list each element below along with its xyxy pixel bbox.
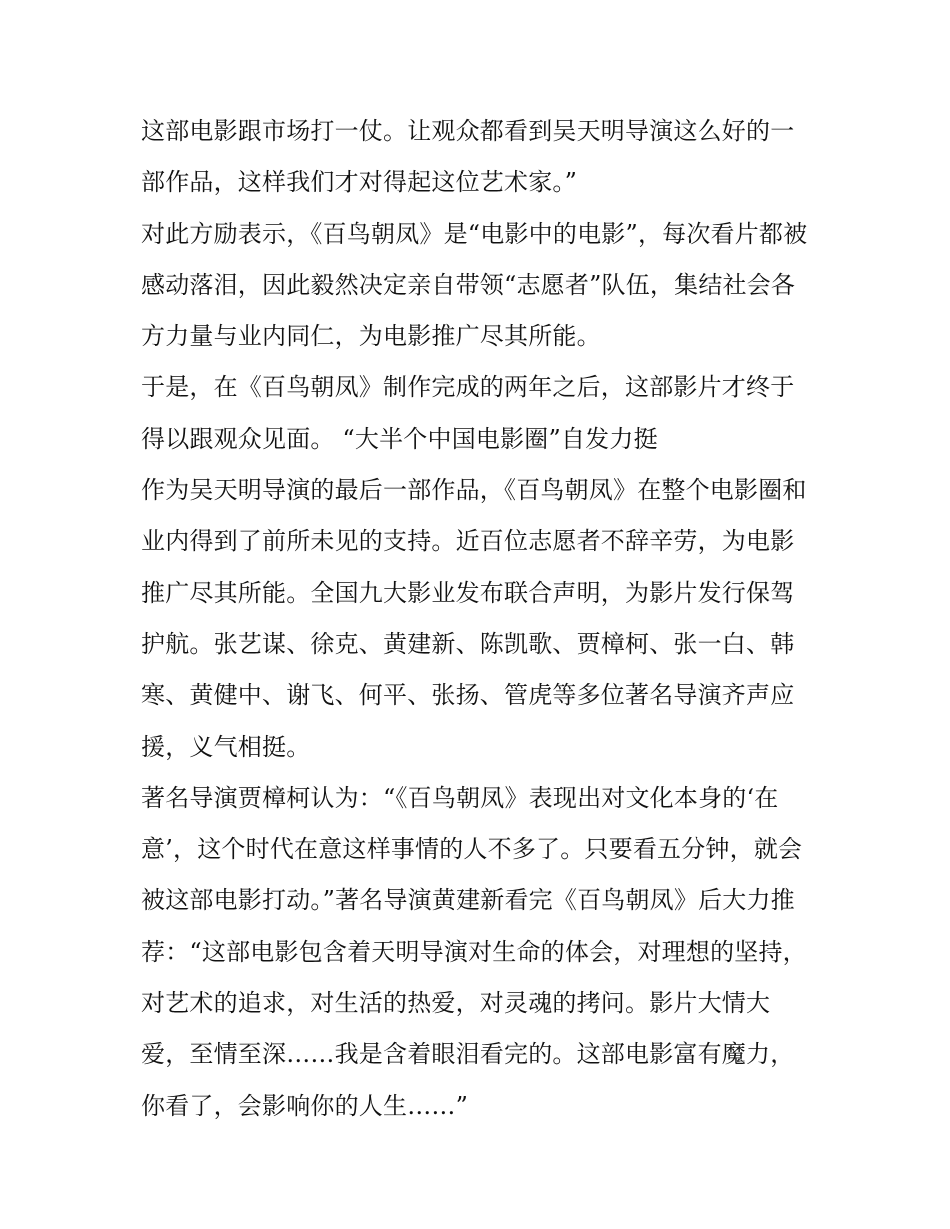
paragraph-4: 作为吴天明导演的最后一部作品，《百鸟朝凤》在整个电影圈和业内得到了前所未见的支持。近百位志愿者不辞辛劳，为电影推广尽其所能。全国九大影业发布联合声明，为影片发行保驾护航。张艺谋、徐克、黄建新、陈凯歌、贾樟柯、张一白、韩寒、黄健中、谢飞、何平、张扬、管虎等多位著名导演齐声应援，义气相挺。 <box>141 476 807 761</box>
document-body <box>141 106 816 1132</box>
paragraph-1: 这部电影跟市场打一仗。让观众都看到吴天明导演这么好的一部作品，这样我们才对得起这位艺术家。” <box>141 117 795 197</box>
paragraph-2: 对此方励表示，《百鸟朝凤》是“电影中的电影”，每次看片都被感动落泪，因此毅然决定亲自带领“志愿者”队伍，集结社会各方力量与业内同仁，为电影推广尽其所能。 <box>141 219 808 351</box>
paragraph-3: 于是，在《百鸟朝凤》制作完成的两年之后，这部影片才终于得以跟观众见面。 “大半个中国电影圈”自发力挺 <box>141 373 795 453</box>
paragraph-5: 著名导演贾樟柯认为：“《百鸟朝凤》表现出对文化本身的‘在意’，这个时代在意这样事情的人不多了。只要看五分钟，就会被这部电影打动。”著名导演黄建新看完《百鸟朝凤》后大力推荐：“这部电影包含着天明导演对生命的体会，对理想的坚持，对艺术的追求，对生活的热爱，对灵魂的拷问。影片大情大爱，至情至深……我是含着眼泪看完的。这部电影富有魔力，你看了，会影响你的人生……” <box>141 783 807 1120</box>
